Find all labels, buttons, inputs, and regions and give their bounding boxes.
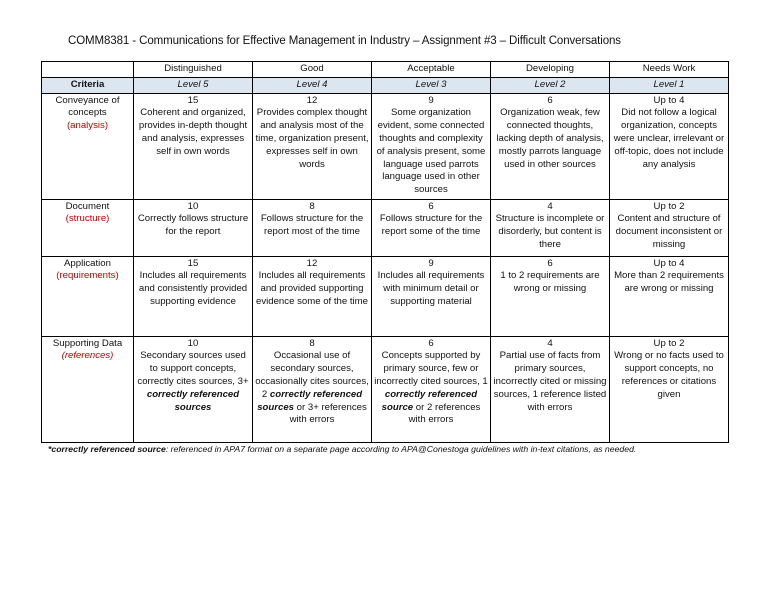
footnote-text: : referenced in APA7 format on a separate page according to APA@Conestoga guidelines with in-text citations, as needed. <box>165 444 637 454</box>
score-cell <box>610 93 729 199</box>
cell-description: Includes all requirements and provided supporting evidence some of the time <box>256 270 368 307</box>
score-cell <box>253 336 372 442</box>
points-value: Up to 2 <box>653 337 685 349</box>
cell-description: Structure is incomplete or disorderly, but content is there <box>495 213 605 250</box>
points-value: 10 <box>187 337 199 349</box>
cell-description: More than 2 requirements are wrong or missing <box>614 270 724 295</box>
points-value: 6 <box>547 94 553 106</box>
score-cell <box>372 256 491 336</box>
cell-description: Some organization evident, some connected thoughts and complexity of analysis present, some language used parrots language used in other sources <box>376 107 486 196</box>
rubric-row-structure <box>42 199 729 256</box>
score-cell <box>491 199 610 256</box>
document-title: COMM8381 - Communications for Effective Management in Industry – Assignment #3 – Difficult Conversations <box>68 35 621 47</box>
emphasis-text: correctly referenced sources <box>146 388 240 413</box>
score-cell <box>372 199 491 256</box>
cell-description: Follows structure for the report most of the time <box>260 213 364 238</box>
points-value: 10 <box>187 200 199 212</box>
cell-description-tail: or 2 references with errors <box>408 401 481 426</box>
points-value: 6 <box>428 200 434 212</box>
points-value: Up to 4 <box>653 94 685 106</box>
level-3-label: Level 3 <box>372 77 491 93</box>
emphasis-text: correctly referenced source <box>381 388 478 413</box>
points-value: 12 <box>306 257 318 269</box>
score-cell <box>134 336 253 442</box>
rubric-table <box>41 61 729 443</box>
score-cell <box>372 336 491 442</box>
cell-description: Includes all requirements and consistently provided supporting evidence <box>138 270 248 307</box>
footnote <box>48 444 636 454</box>
score-cell <box>491 336 610 442</box>
score-cell <box>253 93 372 199</box>
blank-corner-cell <box>42 62 134 78</box>
score-cell <box>134 256 253 336</box>
cell-description: Correctly follows structure for the report <box>137 213 249 238</box>
score-cell <box>610 256 729 336</box>
points-value: 4 <box>547 200 553 212</box>
points-value: 15 <box>187 94 199 106</box>
cell-description: Coherent and organized, provides in-depth thought and analysis, expresses self in own words <box>138 107 248 157</box>
points-value: Up to 4 <box>653 257 685 269</box>
points-value: 15 <box>187 257 199 269</box>
cell-description: Occasional use of secondary sources, occasionally cites sources, 2 <box>255 350 369 400</box>
points-value: 4 <box>547 337 553 349</box>
points-value: 9 <box>428 94 434 106</box>
score-cell <box>134 93 253 199</box>
level-4-label: Level 4 <box>253 77 372 93</box>
criterion-name: Document <box>65 200 110 212</box>
criterion-subtitle: (references) <box>61 350 114 362</box>
score-cell <box>134 199 253 256</box>
footnote-term: *correctly referenced source <box>48 444 166 454</box>
level-name-developing: Developing <box>491 62 610 78</box>
level-name-good: Good <box>253 62 372 78</box>
cell-description: Partial use of facts from primary sources, incorrectly cited or missing sources, 1 reference listed with errors <box>493 350 607 413</box>
criterion-subtitle: (structure) <box>65 213 110 225</box>
score-cell <box>491 256 610 336</box>
cell-description: Did not follow a logical organization, concepts were unclear, irrelevant or off-topic, does not include any analysis <box>613 107 725 170</box>
score-cell <box>610 199 729 256</box>
score-cell <box>253 199 372 256</box>
criterion-cell <box>42 93 134 199</box>
level-name-acceptable: Acceptable <box>372 62 491 78</box>
points-value: 8 <box>309 200 315 212</box>
cell-description-tail: or 3+ references with errors <box>289 401 367 426</box>
level-number-row <box>42 77 729 93</box>
points-value: Up to 2 <box>653 200 685 212</box>
level-name-needs-work: Needs Work <box>610 62 729 78</box>
points-value: 6 <box>547 257 553 269</box>
cell-description: Provides complex thought and analysis most of the time, organization present, expresses self in own words <box>255 107 369 170</box>
cell-description: Content and structure of document inconsistent or missing <box>615 213 723 250</box>
score-cell <box>372 93 491 199</box>
rubric-row-analysis <box>42 93 729 199</box>
level-name-distinguished: Distinguished <box>134 62 253 78</box>
points-value: 6 <box>428 337 434 349</box>
cell-description: 1 to 2 requirements are wrong or missing <box>500 270 600 295</box>
cell-description: Wrong or no facts used to support concepts, no references or citations given <box>614 350 724 400</box>
criterion-subtitle: (analysis) <box>66 120 109 132</box>
criterion-cell <box>42 336 134 442</box>
level-2-label: Level 2 <box>491 77 610 93</box>
points-value: 8 <box>309 337 315 349</box>
cell-description: Follows structure for the report some of the time <box>379 213 483 238</box>
points-value: 12 <box>306 94 318 106</box>
level-name-row <box>42 62 729 78</box>
criterion-subtitle: (requirements) <box>56 270 119 282</box>
cell-description: Includes all requirements with minimum detail or supporting material <box>377 270 485 307</box>
criterion-name: Conveyance of concepts <box>55 94 120 119</box>
criterion-cell <box>42 256 134 336</box>
criteria-header: Criteria <box>42 77 134 93</box>
level-5-label: Level 5 <box>134 77 253 93</box>
score-cell <box>253 256 372 336</box>
score-cell <box>491 93 610 199</box>
criterion-name: Application <box>64 257 111 269</box>
emphasis-text: correctly referenced sources <box>257 388 363 413</box>
score-cell <box>610 336 729 442</box>
rubric-row-references <box>42 336 729 442</box>
criterion-cell <box>42 199 134 256</box>
cell-description: Secondary sources used to support concepts, correctly cites sources, 3+ <box>137 350 249 387</box>
rubric-row-requirements <box>42 256 729 336</box>
criterion-name: Supporting Data <box>52 337 123 349</box>
cell-description: Concepts supported by primary source, few or incorrectly cited sources, 1 <box>374 350 488 387</box>
points-value: 9 <box>428 257 434 269</box>
cell-description: Organization weak, few connected thoughts, lacking depth of analysis, mostly parrots language used in other sources <box>496 107 604 170</box>
level-1-label: Level 1 <box>610 77 729 93</box>
